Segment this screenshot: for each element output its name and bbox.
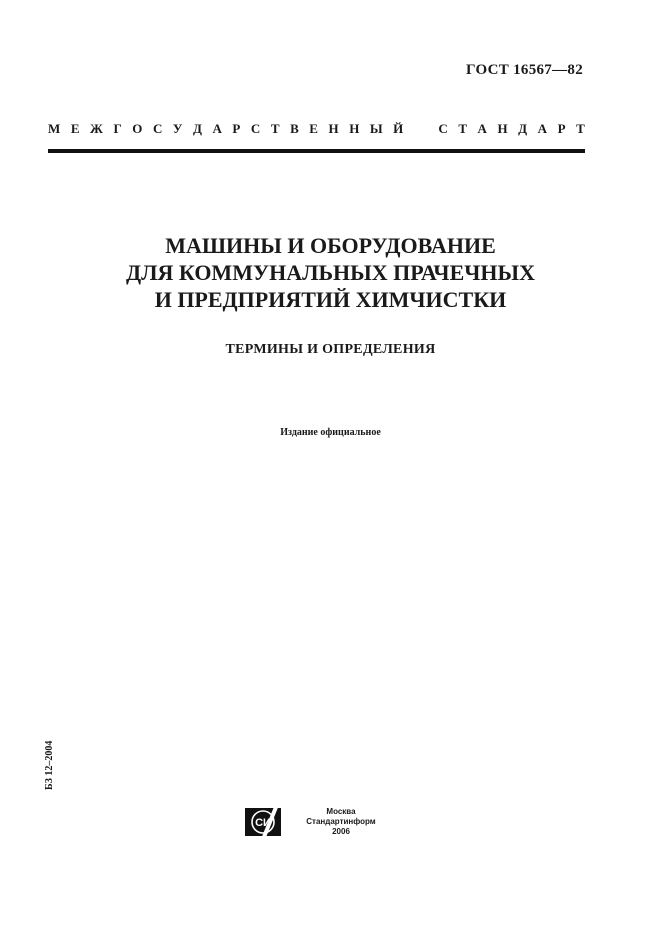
heading-letter: Т xyxy=(576,121,585,136)
heading-word-gap xyxy=(414,121,428,137)
heading-letter: Е xyxy=(70,121,80,136)
heading-letter: А xyxy=(537,121,548,136)
heading-letter: Н xyxy=(497,121,508,136)
publisher-year: 2006 xyxy=(332,827,350,836)
heading-letter: Т xyxy=(458,121,467,136)
heading-letter: М xyxy=(48,121,61,136)
heading-letter: Г xyxy=(113,121,122,136)
publisher-name: Стандартинформ xyxy=(306,817,376,826)
title-line-1: МАШИНЫ И ОБОРУДОВАНИЕ xyxy=(165,233,496,258)
heading-letter: В xyxy=(290,121,299,136)
heading-letter: У xyxy=(172,121,183,136)
edition-note: Издание официальное xyxy=(280,427,381,438)
publisher-city: Москва xyxy=(326,807,356,816)
heading-letter: С xyxy=(438,121,448,136)
heading-letter: Ж xyxy=(90,121,103,136)
gost-number: ГОСТ 16567—82 xyxy=(465,62,583,78)
heading-letter: Р xyxy=(232,121,241,136)
heading-rule xyxy=(48,149,585,153)
interstate-standard-heading xyxy=(48,121,585,137)
side-code: БЗ 12–2004 xyxy=(44,740,55,790)
standartinform-logo-icon xyxy=(244,806,286,838)
heading-letter: Д xyxy=(192,121,202,136)
heading-letter: А xyxy=(212,121,222,136)
heading-letter: С xyxy=(250,121,261,136)
heading-letter: Р xyxy=(557,121,566,136)
heading-letter: С xyxy=(152,121,163,136)
heading-letter: Н xyxy=(349,121,360,136)
heading-letter: Ы xyxy=(369,121,383,136)
heading-letter: О xyxy=(132,121,143,136)
document-subtitle: ТЕРМИНЫ И ОПРЕДЕЛЕНИЯ xyxy=(225,342,436,357)
title-line-3: И ПРЕДПРИЯТИЙ ХИМЧИСТКИ xyxy=(154,287,507,312)
heading-letter: Й xyxy=(393,121,404,136)
publisher-block xyxy=(293,807,389,837)
heading-letter: Д xyxy=(518,121,528,136)
heading-letter: Е xyxy=(309,121,318,136)
heading-letter: Н xyxy=(328,121,339,136)
heading-letter: А xyxy=(477,121,487,136)
heading-letter: Т xyxy=(270,121,280,136)
logo-letters: СИ xyxy=(255,817,271,829)
document-title xyxy=(0,232,661,313)
title-line-2: ДЛЯ КОММУНАЛЬНЫХ ПРАЧЕЧНЫХ xyxy=(126,260,535,285)
